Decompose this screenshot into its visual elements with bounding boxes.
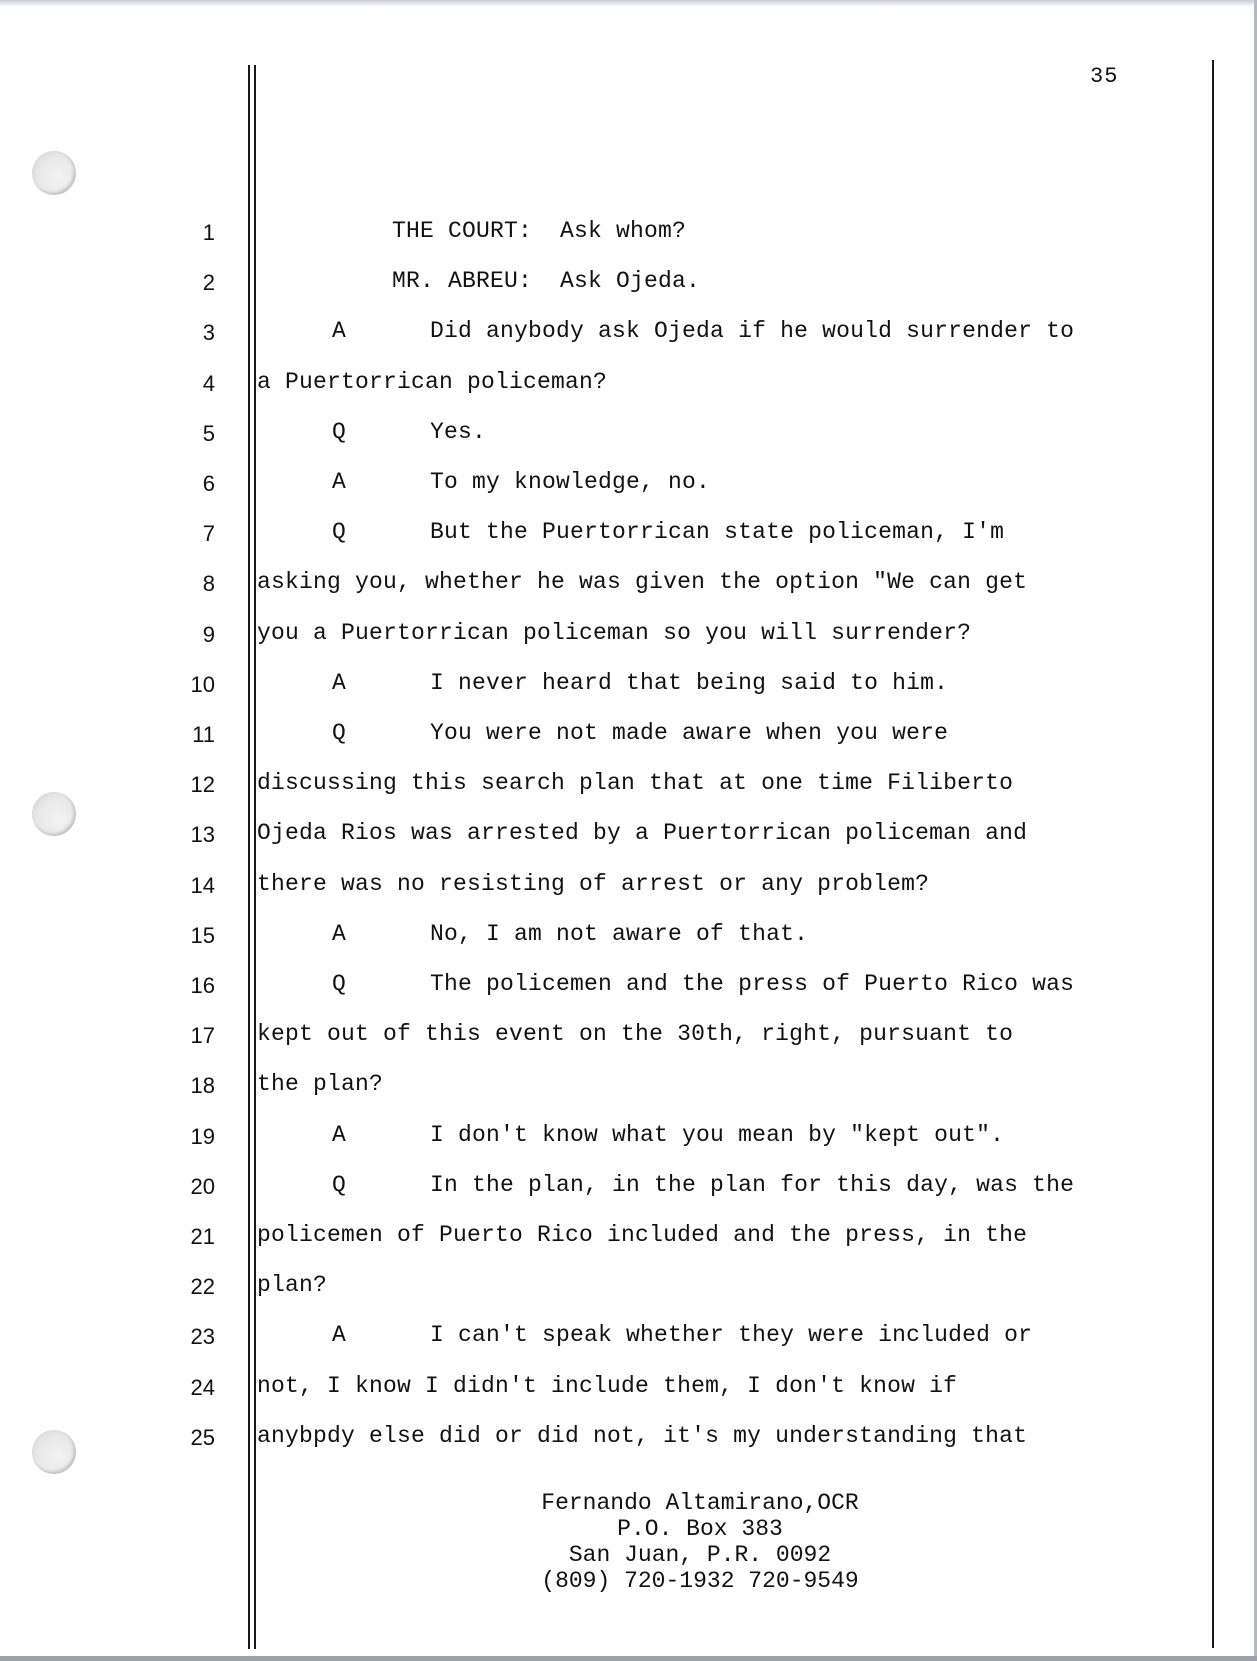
transcript-line: kept out of this event on the 30th, right, pursuant to — [257, 1021, 1014, 1047]
transcript-line: you a Puertorrican policeman so you will surrender? — [257, 620, 972, 646]
transcript-line: discussing this search plan that at one time Filiberto — [257, 770, 1014, 796]
transcript-line: Q In the plan, in the plan for this day, was the — [332, 1172, 1075, 1198]
line-number: 10 — [190, 672, 215, 697]
punch-hole-middle — [32, 792, 76, 836]
transcript-line: A No, I am not aware of that. — [332, 921, 809, 947]
punch-hole-top — [32, 151, 76, 195]
line-number: 11 — [192, 722, 215, 747]
transcript-line: A Did anybody ask Ojeda if he would surrender to — [332, 318, 1075, 344]
reporter-phones: (809) 720-1932 720-9549 — [541, 1568, 859, 1594]
line-number: 15 — [190, 923, 215, 948]
line-number: 8 — [202, 571, 215, 596]
transcript-line: Q The policemen and the press of Puerto Rico was — [332, 971, 1075, 997]
transcript-line: there was no resisting of arrest or any problem? — [257, 871, 930, 897]
transcript-line: plan? — [257, 1272, 328, 1298]
line-number: 2 — [202, 270, 215, 295]
reporter-name: Fernando Altamirano,OCR — [541, 1490, 859, 1516]
line-number: 19 — [190, 1124, 215, 1149]
line-number: 14 — [190, 873, 215, 898]
transcript-line: A I never heard that being said to him. — [332, 670, 949, 696]
transcript-line: A I don't know what you mean by "kept out". — [332, 1122, 1005, 1148]
transcript-line: anybpdy else did or did not, it's my understanding that — [257, 1423, 1028, 1449]
page-number: 35 — [1090, 64, 1119, 89]
transcript-line: Q You were not made aware when you were — [332, 720, 949, 746]
line-number: 12 — [190, 772, 215, 797]
page-top-edge — [0, 0, 1257, 7]
transcript-line: Q But the Puertorrican state policeman, I'm — [332, 519, 1005, 545]
transcript-line: A To my knowledge, no. — [332, 469, 711, 495]
line-number: 13 — [190, 822, 215, 847]
transcript-line: a Puertorrican policeman? — [257, 369, 608, 395]
line-number: 22 — [190, 1274, 215, 1299]
transcript-line: asking you, whether he was given the option "We can get — [257, 569, 1028, 595]
line-number: 20 — [190, 1174, 215, 1199]
line-number: 9 — [202, 622, 215, 647]
reporter-footer — [0, 1490, 1257, 1594]
line-number: 1 — [202, 220, 215, 245]
transcript-line: Ojeda Rios was arrested by a Puertorrican policeman and — [257, 820, 1028, 846]
page-bottom-edge — [0, 1656, 1257, 1661]
line-number: 23 — [190, 1324, 215, 1349]
transcript-line: policemen of Puerto Rico included and the press, in the — [257, 1222, 1028, 1248]
reporter-city: San Juan, P.R. 0092 — [568, 1542, 832, 1568]
transcript-line: MR. ABREU: Ask Ojeda. — [392, 268, 701, 294]
line-number: 21 — [190, 1224, 215, 1249]
punch-hole-bottom — [32, 1430, 76, 1474]
line-number: 16 — [190, 973, 215, 998]
line-number: 6 — [202, 471, 215, 496]
transcript-line: A I can't speak whether they were included or — [332, 1322, 1033, 1348]
right-margin-rule — [1212, 60, 1214, 1648]
line-number: 4 — [202, 371, 215, 396]
left-margin-rule-inner — [254, 65, 256, 1649]
line-number: 7 — [202, 521, 215, 546]
line-number: 24 — [190, 1375, 215, 1400]
transcript-line: not, I know I didn't include them, I don't know if — [257, 1373, 958, 1399]
line-number: 25 — [190, 1425, 215, 1450]
left-margin-rule-outer — [248, 65, 250, 1649]
line-number: 3 — [202, 320, 215, 345]
transcript-line: the plan? — [257, 1071, 384, 1097]
reporter-box: P.O. Box 383 — [617, 1516, 783, 1542]
transcript-line: THE COURT: Ask whom? — [392, 218, 687, 244]
transcript-line: Q Yes. — [332, 419, 487, 445]
line-number: 17 — [190, 1023, 215, 1048]
line-number: 5 — [202, 421, 215, 446]
line-number: 18 — [190, 1073, 215, 1098]
